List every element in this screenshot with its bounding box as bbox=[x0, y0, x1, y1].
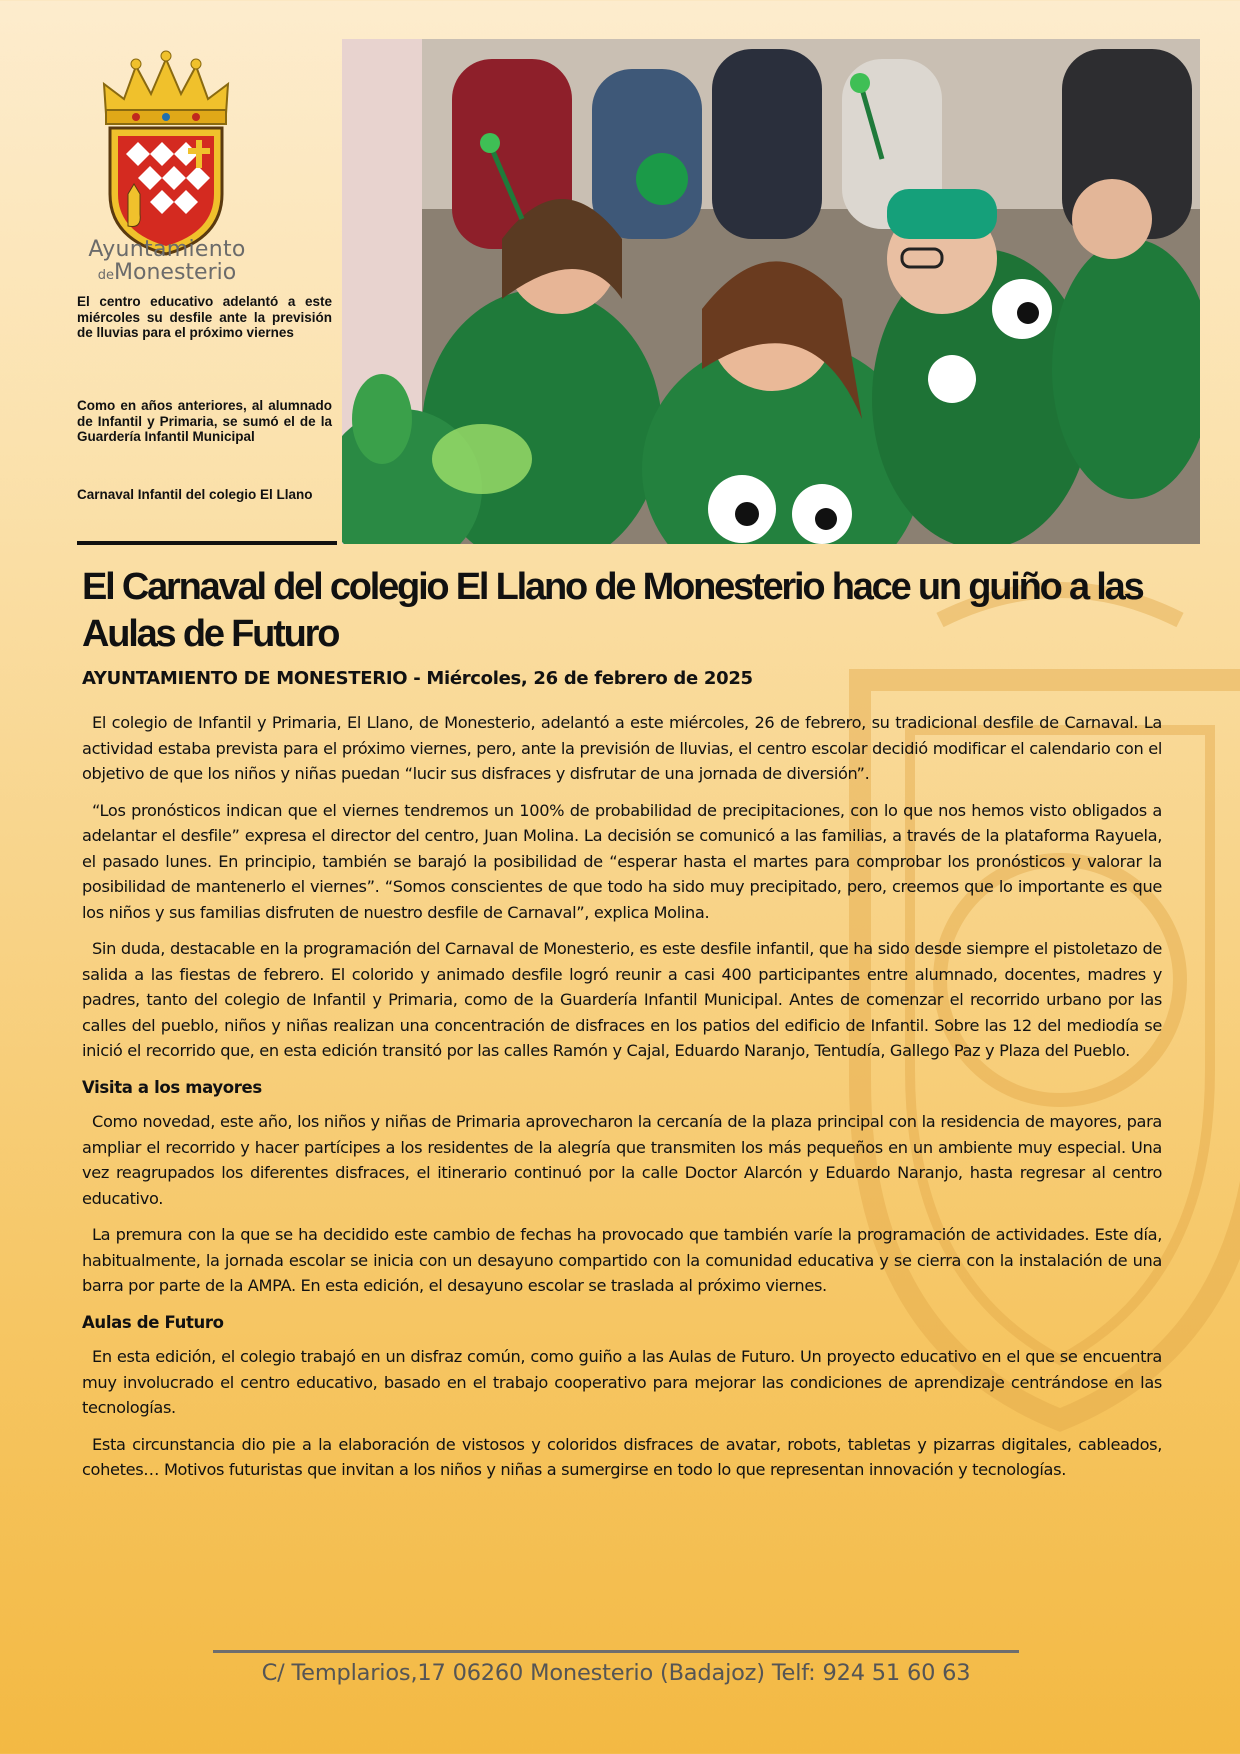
crown-icon bbox=[104, 51, 228, 124]
logo-name-monesterio: Monesterio bbox=[114, 260, 237, 286]
sidebar-summary-2: Como en años anteriores, al alumnado de Infantil y Primaria, se sumó el de la Guardería Infantil Municipal bbox=[77, 398, 332, 444]
article-byline: AYUNTAMIENTO DE MONESTERIO - Miércoles, 26 de febrero de 2025 bbox=[82, 668, 753, 689]
footer-divider bbox=[213, 1650, 1019, 1653]
article-paragraph-6: En esta edición, el colegio trabajó en un disfraz común, como guiño a las Aulas de Futuro. Un proyecto educativo en el que se encuentra muy involucrado el centro educativo, basado en el trabajo cooperativo para mejorar las condiciones de aprendizaje centrándose en las tecnologías. bbox=[82, 1347, 1162, 1417]
logo-wordmark bbox=[82, 238, 252, 284]
article-paragraph-1: El colegio de Infantil y Primaria, El Llano, de Monesterio, adelantó a este miércoles, 26 de febrero, su tradicional desfile de Carnaval. La actividad estaba prevista para el próximo viernes, pero, ante la previsión de lluvias, el centro escolar decidió modificar el calendario con el objetivo de que los niños y niñas puedan “lucir sus disfraces y disfrutar de una jornada de diversión”. bbox=[82, 713, 1162, 783]
sidebar-divider bbox=[77, 541, 337, 545]
article-headline: El Carnaval del colegio El Llano de Monesterio hace un guiño a las Aulas de Futuro bbox=[82, 566, 1143, 655]
article-paragraph-3: Sin duda, destacable en la programación del Carnaval de Monesterio, es este desfile infantil, que ha sido desde siempre el pistoletazo de salida a las fiestas de febrero. El colorido y animado desfile logró reunir a casi 400 participantes entre alumnado, docentes, madres y padres, tanto del colegio de Infantil y Primaria, como de la Guardería Infantil Municipal. Antes de comenzar el recorrido urbano por las calles del pueblo, niños y niñas realizan una concentración de disfraces en los patios del edificio de Infantil. Sobre las 12 del mediodía se inició el recorrido que, en esta edición transitó por las calles Ramón y Cajal, Eduardo Naranjo, Tentudía, Gallego Paz y Plaza del Pueblo. bbox=[82, 939, 1162, 1060]
section-heading-visita: Visita a los mayores bbox=[82, 1077, 262, 1097]
carnival-photo bbox=[342, 39, 1200, 544]
logo-name-line1: Ayuntamiento bbox=[88, 237, 246, 262]
carnival-photo-illustration bbox=[342, 39, 1200, 544]
photo-caption: Carnaval Infantil del colegio El Llano bbox=[77, 487, 313, 502]
article-paragraph-7: Esta circunstancia dio pie a la elaboración de vistosos y coloridos disfraces de avatar, robots, tabletas y pizarras digitales, cableados, cohetes… Motivos futuristas que invitan a los niños y niñas a sumergirse en todo lo que representan innovación y tecnologías. bbox=[82, 1434, 1162, 1479]
logo-name-de: de bbox=[97, 268, 115, 284]
logo-name-line2 bbox=[82, 261, 252, 284]
article-paragraph-4: Como novedad, este año, los niños y niñas de Primaria aprovecharon la cercanía de la plaza principal con la residencia de mayores, para ampliar el recorrido y hacer partícipes a los residentes de la alegría que transmiten los más pequeños en un ambiente muy especial. Una vez reagrupados los diferentes disfraces, el itinerario continuó por la calle Doctor Alarcón y Eduardo Naranjo, hasta regresar al centro educativo. bbox=[82, 1112, 1162, 1208]
article-paragraph-2: “Los pronósticos indican que el viernes tendremos un 100% de probabilidad de precipitaciones, con lo que nos hemos visto obligados a adelantar el desfile” expresa el director del centro, Juan Molina. La decisión se comunicó a las familias, a través de la plataforma Rayuela, el pasado lunes. En principio, también se barajó la posibilidad de “esperar hasta el martes para comprobar los pronósticos y valorar la posibilidad de mantenerlo el viernes”. “Somos conscientes de que todo ha sido muy precipitado, pero, creemos que lo importante es que los niños y sus familias disfruten de nuestro desfile de Carnaval”, explica Molina. bbox=[82, 800, 1162, 922]
article-paragraph-5: La premura con la que se ha decidido este cambio de fechas ha provocado que también varíe la programación de actividades. Este día, habitualmente, la jornada escolar se inicia con un desayuno compartido con la comunidad educativa y se cierra con la instalación de una barra por parte de la AMPA. En esta edición, el desayuno escolar se traslada al próximo viernes. bbox=[82, 1225, 1162, 1295]
section-heading-aulas: Aulas de Futuro bbox=[82, 1312, 224, 1332]
sidebar-summary-1: El centro educativo adelantó a este miércoles su desfile ante la previsión de lluvias para el próximo viernes bbox=[77, 294, 332, 340]
article-body bbox=[82, 710, 1162, 1494]
footer-address: C/ Templarios,17 06260 Monesterio (Badajoz) Telf: 924 51 60 63 bbox=[261, 1660, 971, 1686]
